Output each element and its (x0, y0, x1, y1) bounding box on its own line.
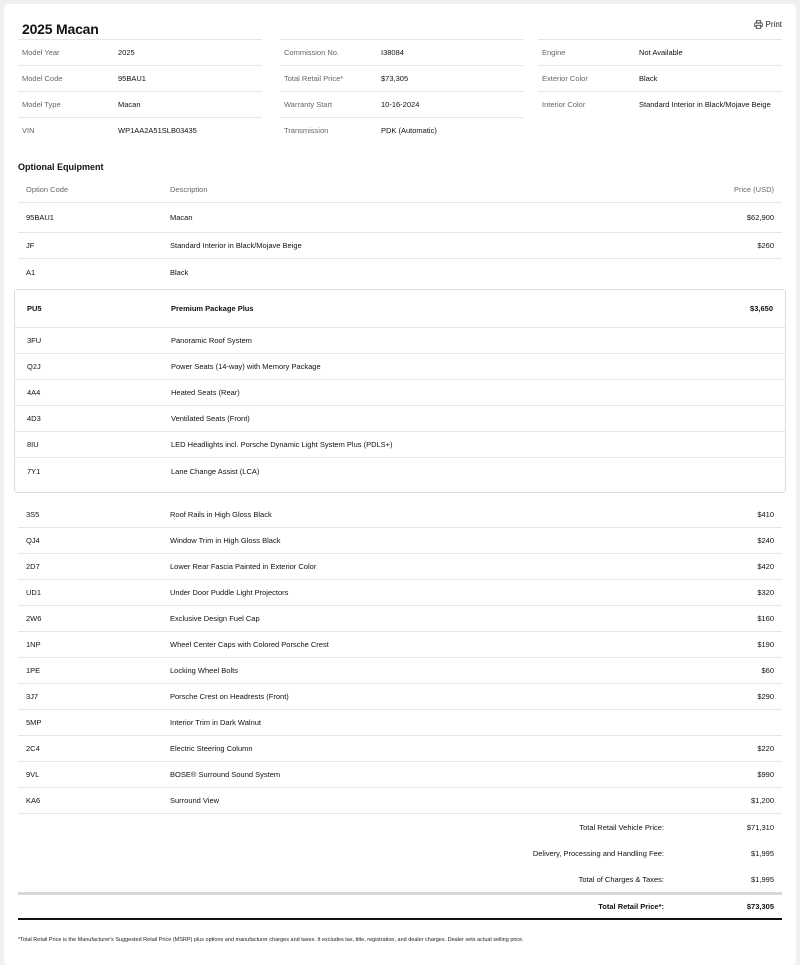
spec-value: $73,305 (381, 74, 409, 83)
footnote: *Total Retail Price is the Manufacturer's Suggested Retail Price (MSRP) plus options and manufacturer charges and taxes. It excludes tax, title, registration, and dealer charges. Dealer sets actual selling price. (18, 937, 524, 943)
option-description: Panoramic Roof System (171, 336, 252, 345)
option-description: Standard Interior in Black/Mojave Beige (170, 241, 302, 250)
option-description: Wheel Center Caps with Colored Porsche Crest (170, 640, 329, 649)
spec-label: Transmission (284, 126, 329, 135)
total-row (18, 866, 782, 892)
column-header-price: Price (USD) (733, 185, 774, 194)
table-row (18, 606, 782, 632)
option-price: $60 (761, 666, 774, 675)
table-header (18, 177, 782, 203)
option-description: Electric Steering Column (170, 744, 253, 753)
package-description: Premium Package Plus (171, 304, 254, 313)
option-description: Exclusive Design Fuel Cap (170, 614, 260, 623)
spec-value: 10-16-2024 (381, 100, 420, 109)
table-row (18, 528, 782, 554)
option-code: 1PE (26, 666, 41, 675)
option-description: Locking Wheel Bolts (170, 666, 238, 675)
spec-value: 95BAU1 (118, 74, 146, 83)
spec-label: Model Year (22, 48, 60, 57)
table-row (18, 658, 782, 684)
option-code: 2D7 (26, 562, 40, 571)
option-description: Black (170, 267, 189, 277)
package-item-row (15, 380, 785, 406)
spec-row (18, 91, 262, 117)
package-item-row (15, 406, 785, 432)
column-header-code: Option Code (26, 185, 69, 194)
option-description: Ventilated Seats (Front) (171, 414, 250, 423)
page-title: 2025 Macan (22, 21, 99, 37)
spec-row (18, 117, 262, 143)
option-price: $62,900 (746, 213, 774, 222)
option-code: 8IU (27, 440, 39, 449)
spec-value: WP1AA2A51SLB03435 (118, 126, 197, 135)
package-header-row (15, 290, 785, 328)
option-price: $990 (757, 770, 774, 779)
total-value: $1,995 (751, 848, 774, 858)
printer-icon (754, 20, 763, 29)
table-row (18, 259, 782, 285)
spec-row (538, 65, 782, 91)
spec-value: I38084 (381, 48, 404, 57)
equipment-table-bottom (18, 502, 782, 814)
spec-value: PDK (Automatic) (381, 126, 437, 135)
option-description: Interior Trim in Dark Walnut (170, 718, 261, 727)
spec-value: Macan (118, 100, 141, 109)
spec-value: Black (639, 74, 658, 83)
option-description: Macan (170, 213, 193, 222)
option-price: $190 (757, 640, 774, 649)
total-value: $1,995 (751, 874, 774, 884)
total-value: $71,310 (746, 822, 774, 832)
spec-column-3 (538, 39, 782, 117)
spec-row (538, 39, 782, 65)
spec-value: Standard Interior in Black/Mojave Beige (639, 100, 771, 109)
spec-row (280, 117, 524, 143)
option-description: LED Headlights incl. Porsche Dynamic Light System Plus (PDLS+) (171, 440, 393, 449)
spec-label: Total Retail Price* (284, 74, 344, 83)
section-title: Optional Equipment (18, 162, 104, 172)
option-price: $420 (757, 562, 774, 571)
option-code: 2C4 (26, 744, 40, 753)
option-code: 1NP (26, 640, 41, 649)
option-price: $240 (757, 536, 774, 545)
option-code: 9VL (26, 770, 40, 779)
grand-total-row (18, 892, 782, 920)
package-item-row (15, 458, 785, 484)
total-row (18, 814, 782, 840)
option-price: $220 (757, 744, 774, 753)
option-price: $1,200 (751, 796, 774, 805)
option-price: $410 (757, 510, 774, 519)
package-code: PU5 (27, 304, 42, 313)
table-row (18, 233, 782, 259)
total-label: Total Retail Vehicle Price: (579, 822, 664, 832)
option-code: UD1 (26, 588, 42, 597)
table-row (18, 554, 782, 580)
option-code: KA6 (26, 796, 41, 805)
spec-label: VIN (22, 126, 35, 135)
spec-label: Warranty Start (284, 100, 333, 109)
option-code: 5MP (26, 718, 42, 727)
grand-total-value: $73,305 (746, 902, 774, 911)
print-label: Print (765, 20, 782, 29)
total-label: Total of Charges & Taxes: (578, 874, 664, 884)
spec-column-1 (18, 39, 262, 143)
table-row (18, 580, 782, 606)
option-description: BOSE® Surround Sound System (170, 770, 281, 779)
option-price: $260 (757, 241, 774, 250)
spec-row (18, 39, 262, 65)
spec-row (538, 91, 782, 117)
option-code: QJ4 (26, 536, 40, 545)
option-description: Porsche Crest on Headrests (Front) (170, 692, 289, 701)
package-price: $3,650 (750, 304, 773, 313)
table-row (18, 710, 782, 736)
spec-label: Model Type (22, 100, 61, 109)
spec-label: Commission No. (284, 48, 340, 57)
grand-total-label: Total Retail Price*: (598, 902, 664, 911)
table-row (18, 736, 782, 762)
premium-package-group (14, 289, 786, 493)
option-description: Lower Rear Fascia Painted in Exterior Color (170, 562, 317, 571)
table-row (18, 684, 782, 710)
spec-row (280, 91, 524, 117)
option-price: $290 (757, 692, 774, 701)
column-header-description: Description (170, 185, 208, 194)
option-code: 3S5 (26, 510, 40, 519)
option-code: Q2J (27, 362, 41, 371)
option-description: Under Door Puddle Light Projectors (170, 588, 289, 597)
price-totals (18, 814, 782, 920)
table-row (18, 203, 782, 233)
option-price: $160 (757, 614, 774, 623)
total-row (18, 840, 782, 866)
spec-row (280, 39, 524, 65)
package-item-row (15, 432, 785, 458)
option-description: Heated Seats (Rear) (171, 388, 240, 397)
total-label: Delivery, Processing and Handling Fee: (532, 848, 664, 858)
option-description: Power Seats (14-way) with Memory Package (171, 362, 321, 371)
table-row (18, 762, 782, 788)
table-row (18, 632, 782, 658)
option-code: 4D3 (27, 414, 41, 423)
spec-value: 2025 (118, 48, 135, 57)
spec-label: Engine (542, 48, 566, 57)
option-code: 95BAU1 (26, 213, 54, 222)
spec-row (18, 65, 262, 91)
spec-value: Not Available (639, 48, 683, 57)
option-code: 3FU (27, 336, 42, 345)
option-code: 2W6 (26, 614, 42, 623)
option-description: Roof Rails in High Gloss Black (170, 510, 272, 519)
option-code: 3J7 (26, 692, 39, 701)
option-description: Lane Change Assist (LCA) (171, 466, 260, 476)
spec-label: Interior Color (542, 100, 586, 109)
option-description: Window Trim in High Gloss Black (170, 536, 281, 545)
option-code: JF (26, 241, 35, 250)
spec-column-2 (280, 39, 524, 143)
option-code: A1 (26, 267, 36, 277)
spec-label: Model Code (22, 74, 63, 83)
print-button[interactable] (754, 20, 782, 29)
option-price: $320 (757, 588, 774, 597)
table-row (18, 502, 782, 528)
option-code: 7Y1 (27, 466, 41, 476)
equipment-table-top (18, 177, 782, 285)
option-code: 4A4 (27, 388, 41, 397)
spec-label: Exterior Color (542, 74, 588, 83)
option-description: Surround View (170, 796, 220, 805)
spec-row (280, 65, 524, 91)
table-row (18, 788, 782, 814)
package-item-row (15, 328, 785, 354)
package-item-row (15, 354, 785, 380)
